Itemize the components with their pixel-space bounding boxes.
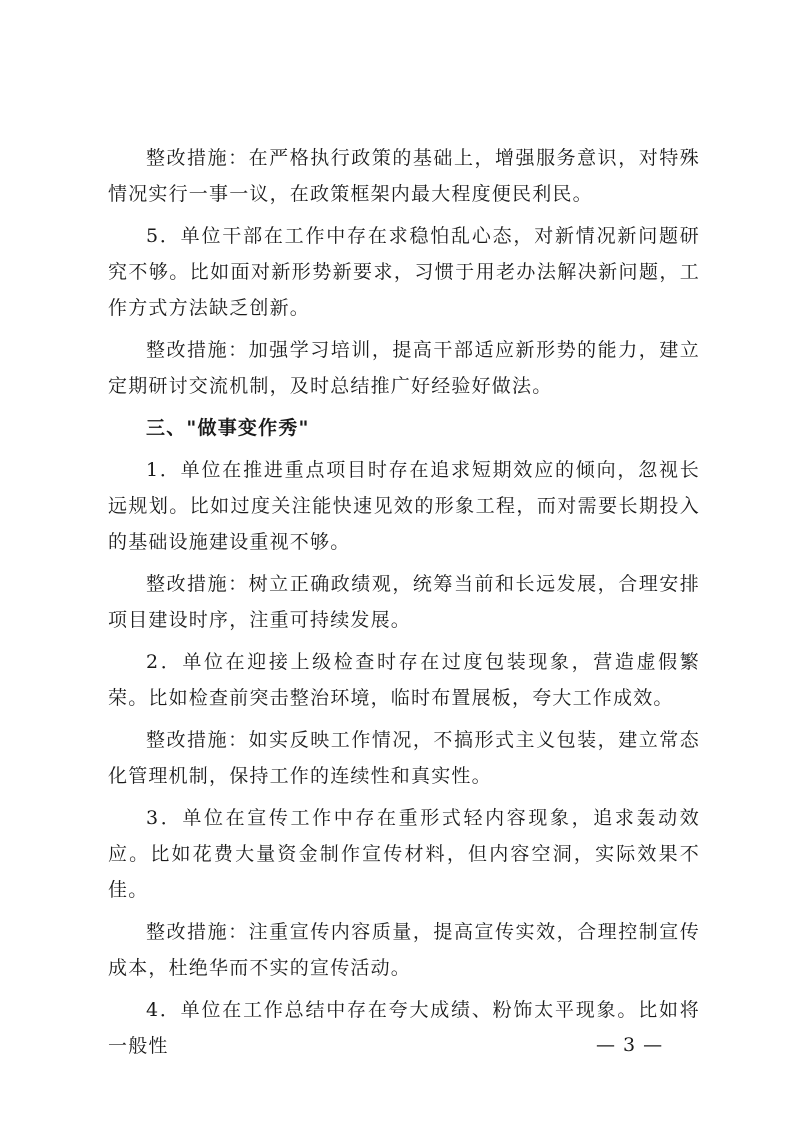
paragraph-measure-issue-3: 整改措施：注重宣传内容质量，提高宣传实效，合理控制宣传成本，杜绝华而不实的宣传活动。 [108, 921, 700, 979]
section-heading-3: 三、"做事变作秀" [146, 417, 310, 439]
paragraph-measure-issue-2: 整改措施：如实反映工作情况，不搞形式主义包装，建立常态化管理机制，保持工作的连续性和真实性。 [108, 729, 700, 787]
paragraph-issue-5: 5．单位干部在工作中存在求稳怕乱心态，对新情况新问题研究不够。比如面对新形势新要求，习惯于用老办法解决新问题，工作方式方法缺乏创新。 [108, 225, 700, 319]
paragraph-measure-5: 整改措施：加强学习培训，提高干部适应新形势的能力，建立定期研讨交流机制，及时总结推广好经验好做法。 [108, 339, 700, 397]
page-number: — 3 — [596, 1034, 664, 1056]
paragraph-issue-2: 2．单位在迎接上级检查时存在过度包装现象，营造虚假繁荣。比如检查前突击整治环境，临时布置展板，夸大工作成效。 [108, 651, 700, 709]
document-body [108, 140, 700, 1070]
paragraph-issue-3: 3．单位在宣传工作中存在重形式轻内容现象，追求轰动效应。比如花费大量资金制作宣传材料，但内容空洞，实际效果不佳。 [108, 807, 700, 901]
paragraph-issue-1: 1．单位在推进重点项目时存在追求短期效应的倾向，忽视长远规划。比如过度关注能快速见效的形象工程，而对需要长期投入的基础设施建设重视不够。 [108, 459, 700, 553]
paragraph-measure-issue-1: 整改措施：树立正确政绩观，统筹当前和长远发展，合理安排项目建设时序，注重可持续发展。 [108, 573, 700, 631]
paragraph-measure-1: 整改措施：在严格执行政策的基础上，增强服务意识，对特殊情况实行一事一议，在政策框架内最大程度便民利民。 [108, 147, 700, 205]
paragraph-issue-4: 4．单位在工作总结中存在夸大成绩、粉饰太平现象。比如将一般性 [108, 999, 700, 1057]
